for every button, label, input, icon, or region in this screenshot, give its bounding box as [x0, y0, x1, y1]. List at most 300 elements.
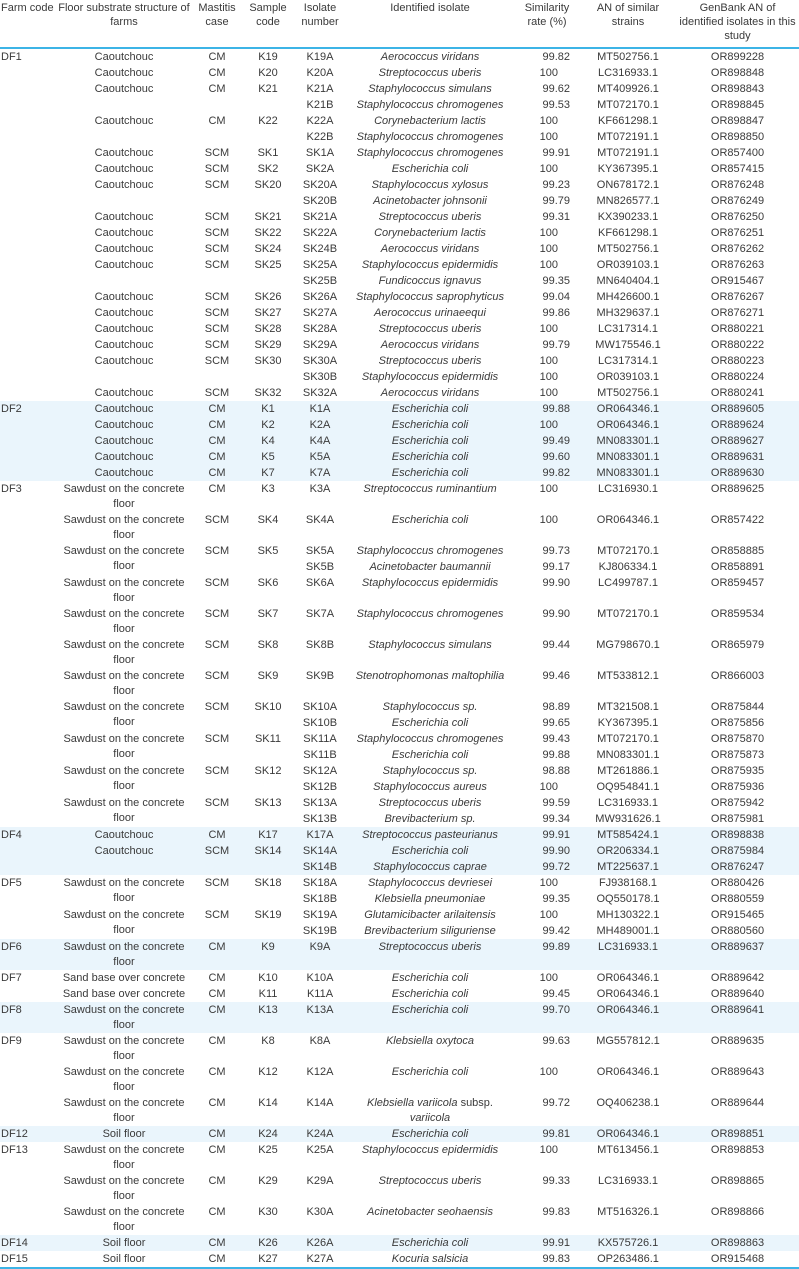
floor-substrate: Caoutchouc	[94, 386, 154, 399]
sample-code: K5	[242, 449, 294, 465]
mastitis-case: SCM	[204, 178, 230, 191]
sample-code: SK7	[257, 607, 279, 620]
an-similar-strain: KX575726.1	[580, 1235, 676, 1251]
floor-substrate: Sawdust on the concrete floor	[63, 576, 185, 604]
table-row	[0, 161, 799, 177]
isolate-number: SK5A	[305, 544, 335, 557]
an-similar-strain: MT072170.1	[597, 98, 659, 111]
sample-code: SK8	[257, 638, 279, 651]
similarity-rate: 99.72	[514, 859, 580, 875]
floor-substrate: Sawdust on the concrete floor	[63, 764, 185, 792]
mastitis-case: CM	[192, 449, 242, 465]
isolate-number: K5A	[294, 449, 346, 465]
similarity-rate: 99.31	[542, 210, 570, 223]
identified-isolate	[346, 731, 514, 747]
farm-code: DF5	[1, 876, 22, 889]
similarity-rate: 100	[539, 322, 558, 335]
sample-code: K1	[242, 401, 294, 417]
header-sample-code: Sample code	[242, 0, 294, 48]
similarity-rate: 99.72	[542, 1096, 570, 1109]
table-row	[0, 575, 799, 606]
table-row	[0, 1251, 799, 1268]
an-similar-strain: MH426600.1	[596, 290, 660, 303]
species-name: Acinetobacter seohaensis	[367, 1205, 493, 1218]
floor-substrate: Caoutchouc	[94, 322, 154, 335]
similarity-rate: 100	[539, 513, 558, 526]
genbank-accession: OR889641	[676, 1002, 799, 1033]
table-row	[0, 512, 799, 543]
species-name: Escherichia coli	[391, 434, 469, 447]
subspecies-name: variicola	[409, 1111, 451, 1124]
identified-isolate	[346, 923, 514, 939]
an-similar-strain: KY367395.1	[597, 716, 659, 729]
sample-code: K20	[258, 66, 278, 79]
genbank-accession: OR880426	[710, 876, 765, 889]
species-name: Brevibacterium siliguriense	[364, 924, 496, 937]
table-row	[0, 606, 799, 637]
mastitis-case: CM	[208, 50, 226, 63]
sample-code: SK26	[254, 290, 282, 303]
table-row	[0, 113, 799, 129]
farm-code: DF2	[0, 401, 56, 481]
similarity-rate: 99.82	[542, 50, 570, 63]
floor-substrate: Sawdust on the concrete floor	[63, 796, 185, 824]
species-name: Escherichia coli	[391, 402, 469, 415]
mastitis-case: SCM	[204, 513, 230, 526]
similarity-rate: 100	[539, 482, 558, 495]
an-similar-strain: OR064346.1	[596, 1065, 660, 1078]
identified-isolate	[346, 1002, 514, 1033]
table-row	[0, 986, 799, 1002]
table-row	[0, 795, 799, 811]
genbank-accession: OR859534	[710, 607, 765, 620]
mastitis-case: CM	[192, 1251, 242, 1268]
genbank-accession: OR875942	[710, 796, 765, 809]
species-name: Corynebacterium lactis	[374, 226, 486, 239]
sample-code: K30	[258, 1205, 278, 1218]
an-similar-strain: MT502756.1	[597, 242, 659, 255]
table-row	[0, 417, 799, 433]
similarity-rate: 100	[539, 370, 558, 383]
genbank-accession: OR857400	[710, 146, 765, 159]
sample-code: SK21	[254, 210, 282, 223]
species-name: Escherichia coli	[391, 513, 469, 526]
identified-isolate	[346, 715, 514, 731]
species-name: Brevibacterium sp.	[384, 812, 476, 825]
sample-code: K2	[242, 417, 294, 433]
table-row	[0, 433, 799, 449]
genbank-accession: OR880560	[710, 924, 765, 937]
sample-code: K14	[258, 1096, 278, 1109]
an-similar-strain: MN083301.1	[580, 433, 676, 449]
sample-code: SK11	[254, 732, 282, 745]
an-similar-strain: MN826577.1	[596, 194, 660, 207]
similarity-rate: 99.44	[542, 638, 570, 651]
similarity-rate: 99.79	[542, 194, 570, 207]
mastitis-case: SCM	[204, 544, 230, 557]
species-name: Streptococcus uberis	[378, 66, 482, 79]
sample-code: K24	[242, 1126, 294, 1142]
genbank-accession: OR876267	[710, 290, 765, 303]
floor-substrate: Sawdust on the concrete floor	[63, 1174, 185, 1202]
genbank-accession: OR898843	[710, 82, 765, 95]
species-name: Streptococcus ruminantium	[363, 482, 497, 495]
species-name: Escherichia coli	[391, 1003, 469, 1016]
sample-code: K10	[258, 971, 278, 984]
mastitis-case: SCM	[204, 669, 230, 682]
identified-isolate	[346, 668, 514, 699]
similarity-rate: 100	[539, 1143, 558, 1156]
identified-isolate	[346, 465, 514, 481]
isolate-number: K22A	[306, 114, 334, 127]
floor-substrate: Caoutchouc	[94, 258, 154, 271]
isolate-number: SK18A	[302, 876, 338, 889]
an-similar-strain: MT502756.1	[597, 386, 659, 399]
an-similar-strain: MT516326.1	[597, 1205, 659, 1218]
genbank-accession: OR876251	[710, 226, 765, 239]
species-name: Aerococcus viridans	[380, 386, 480, 399]
genbank-accession: OR876247	[676, 859, 799, 875]
an-similar-strain: MT072170.1	[597, 544, 659, 557]
an-similar-strain: LC317314.1	[598, 354, 658, 367]
similarity-rate: 98.89	[542, 700, 570, 713]
isolate-number: SK13A	[302, 796, 338, 809]
identified-isolate	[346, 385, 514, 401]
isolate-number: K14A	[306, 1096, 334, 1109]
mastitis-case: CM	[192, 939, 242, 970]
isolate-number: SK20B	[302, 194, 338, 207]
genbank-accession: OR898866	[710, 1205, 765, 1218]
sample-code: SK6	[257, 576, 279, 589]
similarity-rate: 99.70	[514, 1002, 580, 1033]
identified-isolate	[346, 795, 514, 811]
species-name: Staphylococcus sp.	[382, 700, 478, 713]
genbank-accession: OR889627	[676, 433, 799, 449]
an-similar-strain: MT072170.1	[597, 732, 659, 745]
floor-substrate: Sand base over concrete	[62, 987, 186, 1000]
similarity-rate: 99.91	[542, 146, 570, 159]
farm-code: DF1	[1, 50, 22, 63]
floor-substrate: Caoutchouc	[56, 465, 192, 481]
table-row	[0, 1142, 799, 1173]
mastitis-case: CM	[192, 1002, 242, 1033]
genbank-accession: OR876248	[710, 178, 765, 191]
genbank-accession: OR865979	[710, 638, 765, 651]
sample-code: SK20	[254, 178, 282, 191]
similarity-rate: 98.88	[542, 764, 570, 777]
farm-code: DF14	[0, 1235, 56, 1251]
table-row	[0, 637, 799, 668]
floor-substrate: Caoutchouc	[94, 354, 154, 367]
farm-code: DF9	[1, 1034, 22, 1047]
species-name: Staphylococcus caprae	[373, 860, 487, 873]
similarity-rate: 99.89	[514, 939, 580, 970]
similarity-rate: 99.86	[542, 306, 570, 319]
floor-substrate: Caoutchouc	[94, 66, 154, 79]
mastitis-case: SCM	[204, 162, 230, 175]
genbank-accession: OR859457	[710, 576, 765, 589]
isolate-number: K13A	[294, 1002, 346, 1033]
sample-code: SK5	[257, 544, 279, 557]
identified-isolate	[346, 1033, 514, 1064]
farm-code: DF6	[0, 939, 56, 970]
identified-isolate	[346, 177, 514, 193]
isolate-number: SK4A	[305, 513, 335, 526]
isolate-number: SK27A	[302, 306, 338, 319]
header-identified-isolate: Identified isolate	[346, 0, 514, 48]
genbank-accession: OR875984	[676, 843, 799, 859]
species-name: Escherichia coli	[391, 1065, 469, 1078]
mastitis-case: CM	[208, 1143, 226, 1156]
genbank-accession: OR889643	[710, 1065, 765, 1078]
an-similar-strain: LC316933.1	[580, 939, 676, 970]
floor-substrate: Caoutchouc	[94, 210, 154, 223]
similarity-rate: 100	[539, 162, 558, 175]
species-name: Streptococcus uberis	[378, 322, 482, 335]
genbank-accession: OR915468	[676, 1251, 799, 1268]
an-similar-strain: OR206334.1	[580, 843, 676, 859]
mastitis-case: SCM	[204, 242, 230, 255]
sample-code: SK18	[254, 876, 282, 889]
header-mastitis: Mastitis case	[192, 0, 242, 48]
table-row	[0, 668, 799, 699]
identified-isolate	[346, 113, 514, 129]
isolate-number: SK30A	[302, 354, 338, 367]
species-name: Streptococcus uberis	[378, 354, 482, 367]
identified-isolate	[346, 401, 514, 417]
identified-isolate	[346, 575, 514, 606]
isolate-number: SK14B	[294, 859, 346, 875]
similarity-rate: 99.34	[542, 812, 570, 825]
identified-isolate	[346, 353, 514, 369]
farm-code: DF4	[0, 827, 56, 875]
identified-isolate	[346, 161, 514, 177]
similarity-rate: 99.33	[542, 1174, 570, 1187]
an-similar-strain: OR064346.1	[596, 513, 660, 526]
species-name: Klebsiella pneumoniae	[374, 892, 486, 905]
isolate-number: SK11A	[303, 732, 337, 745]
sample-code: SK1	[257, 146, 279, 159]
species-name: Staphylococcus aureus	[373, 780, 487, 793]
mastitis-case: CM	[192, 465, 242, 481]
similarity-rate: 100	[539, 114, 558, 127]
sample-code: SK29	[254, 338, 282, 351]
an-similar-strain: KF661298.1	[598, 226, 658, 239]
genbank-accession: OR875844	[710, 700, 765, 713]
genbank-accession: OR898850	[710, 130, 765, 143]
identified-isolate	[346, 512, 514, 543]
mastitis-case: SCM	[204, 322, 230, 335]
floor-substrate: Sawdust on the concrete floor	[63, 638, 185, 666]
floor-substrate: Sawdust on the concrete floor	[63, 732, 185, 760]
mastitis-case: SCM	[204, 908, 230, 921]
species-name: Staphylococcus devriesei	[367, 876, 493, 889]
identified-isolate	[346, 1064, 514, 1095]
genbank-accession: OR876263	[710, 258, 765, 271]
table-row	[0, 321, 799, 337]
mastitis-case: CM	[208, 1034, 226, 1047]
mastitis-case: SCM	[204, 386, 230, 399]
an-similar-strain: OQ954841.1	[596, 780, 660, 793]
species-name: Staphylococcus epidermidis	[361, 576, 499, 589]
mastitis-case: SCM	[204, 876, 230, 889]
identified-isolate	[346, 699, 514, 715]
species-name: Stenotrophomonas maltophilia	[355, 669, 505, 682]
sample-code: K26	[242, 1235, 294, 1251]
floor-substrate: Sawdust on the concrete floor	[63, 669, 185, 697]
floor-substrate: Caoutchouc	[94, 226, 154, 239]
sample-code: SK30	[254, 354, 282, 367]
similarity-rate: 99.23	[542, 178, 570, 191]
table-row	[0, 209, 799, 225]
floor-substrate: Sawdust on the concrete floor	[56, 1002, 192, 1033]
similarity-rate: 99.35	[542, 274, 570, 287]
sample-code: K3	[261, 482, 275, 495]
isolate-number: K22B	[306, 130, 334, 143]
an-similar-strain: FJ938168.1	[598, 876, 658, 889]
similarity-rate: 99.79	[542, 338, 570, 351]
species-name: Escherichia coli	[391, 1127, 469, 1140]
floor-substrate: Caoutchouc	[94, 290, 154, 303]
floor-substrate: Sawdust on the concrete floor	[63, 607, 185, 635]
farm-code: DF15	[0, 1251, 56, 1268]
species-name: Escherichia coli	[391, 748, 469, 761]
species-name: Streptococcus pasteurianus	[362, 828, 498, 841]
isolate-number: K24A	[294, 1126, 346, 1142]
similarity-rate: 99.90	[542, 576, 570, 589]
floor-substrate: Soil floor	[56, 1235, 192, 1251]
genbank-accession: OR889637	[676, 939, 799, 970]
species-name: Staphylococcus chromogenes	[356, 130, 504, 143]
identified-isolate	[346, 209, 514, 225]
mastitis-case: SCM	[192, 843, 242, 875]
isolate-number: K17A	[294, 827, 346, 843]
identified-isolate	[346, 1095, 514, 1126]
species-name: Staphylococcus simulans	[368, 82, 492, 95]
isolate-number: K19A	[306, 50, 334, 63]
table-row	[0, 1002, 799, 1033]
sample-code: K8	[261, 1034, 275, 1047]
genbank-accession: OR898847	[710, 114, 765, 127]
mastitis-case: SCM	[204, 576, 230, 589]
similarity-rate: 100	[539, 386, 558, 399]
isolate-number: SK29A	[302, 338, 338, 351]
similarity-rate: 100	[539, 226, 558, 239]
identified-isolate	[346, 1142, 514, 1173]
identified-isolate	[346, 811, 514, 827]
mastitis-case: SCM	[204, 354, 230, 367]
an-similar-strain: MN083301.1	[580, 449, 676, 465]
genbank-accession: OR898851	[676, 1126, 799, 1142]
genbank-accession: OR875981	[710, 812, 765, 825]
sample-code: K22	[258, 114, 278, 127]
table-row	[0, 907, 799, 923]
isolate-number: SK10A	[302, 700, 338, 713]
mastitis-case: CM	[208, 1205, 226, 1218]
table-row	[0, 1235, 799, 1251]
an-similar-strain: LC316933.1	[598, 796, 658, 809]
species-name: Streptococcus uberis	[378, 796, 482, 809]
genbank-accession: OR875935	[710, 764, 765, 777]
sample-code: K25	[258, 1143, 278, 1156]
identified-isolate	[346, 145, 514, 161]
farm-code: DF13	[1, 1143, 28, 1156]
an-similar-strain: MH329637.1	[596, 306, 660, 319]
mastitis-case: CM	[192, 827, 242, 843]
mastitis-case: CM	[208, 482, 226, 495]
floor-substrate: Sand base over concrete	[62, 971, 186, 984]
sample-code: K21	[258, 82, 278, 95]
header-an-similar: AN of similar strains	[580, 0, 676, 48]
table-row	[0, 481, 799, 512]
species-name: Staphylococcus epidermidis	[361, 1143, 499, 1156]
similarity-rate: 100	[539, 130, 558, 143]
species-name: Klebsiella oxytoca	[385, 1034, 475, 1047]
sample-code: SK22	[254, 226, 282, 239]
identified-isolate	[346, 779, 514, 795]
species-name: Staphylococcus saprophyticus	[356, 290, 504, 303]
table-row	[0, 401, 799, 417]
species-name: Streptococcus uberis	[378, 1174, 482, 1187]
species-name: Staphylococcus chromogenes	[356, 544, 504, 557]
identified-isolate	[346, 827, 514, 843]
table-row	[0, 449, 799, 465]
genbank-accession: OR880224	[710, 370, 765, 383]
table-row	[0, 1204, 799, 1235]
floor-substrate: Sawdust on the concrete floor	[63, 1205, 185, 1233]
table-body	[0, 48, 799, 1268]
genbank-accession: OR915467	[710, 274, 765, 287]
isolate-number: SK25A	[302, 258, 338, 271]
sample-code: K11	[258, 987, 278, 1000]
isolate-number: SK30B	[302, 370, 338, 383]
genbank-accession: OR898845	[710, 98, 765, 111]
species-name: Aerococcus urinaeequi	[374, 306, 486, 319]
table-header	[0, 0, 799, 48]
identified-isolate	[346, 1251, 514, 1268]
genbank-accession: OR898838	[676, 827, 799, 843]
sample-code: SK13	[254, 796, 282, 809]
isolate-number: K21A	[306, 82, 334, 95]
genbank-accession: OR889635	[710, 1034, 765, 1047]
isolate-number: K26A	[294, 1235, 346, 1251]
identified-isolate	[346, 1204, 514, 1235]
isolate-number: SK6A	[305, 576, 335, 589]
isolate-number: SK21A	[302, 210, 338, 223]
floor-substrate: Sawdust on the concrete floor	[63, 482, 185, 510]
table-row	[0, 699, 799, 715]
similarity-rate: 99.73	[542, 544, 570, 557]
an-similar-strain: MH130322.1	[596, 908, 660, 921]
identified-isolate	[346, 433, 514, 449]
isolate-number: K11A	[306, 987, 334, 1000]
isolate-number: SK10B	[302, 716, 338, 729]
an-similar-strain: MN640404.1	[596, 274, 660, 287]
an-similar-strain: MN083301.1	[596, 748, 660, 761]
table-row	[0, 875, 799, 891]
similarity-rate: 99.59	[542, 796, 570, 809]
table-row	[0, 1095, 799, 1126]
isolate-number: SK12B	[302, 780, 338, 793]
floor-substrate: Sawdust on the concrete floor	[63, 700, 185, 728]
table-row	[0, 465, 799, 481]
isolate-number: K25A	[306, 1143, 334, 1156]
an-similar-strain: MT072170.1	[597, 607, 659, 620]
isolate-number: SK18B	[302, 892, 338, 905]
identified-isolate	[346, 321, 514, 337]
genbank-accession: OR889624	[676, 417, 799, 433]
isolate-number: SK2A	[305, 162, 335, 175]
